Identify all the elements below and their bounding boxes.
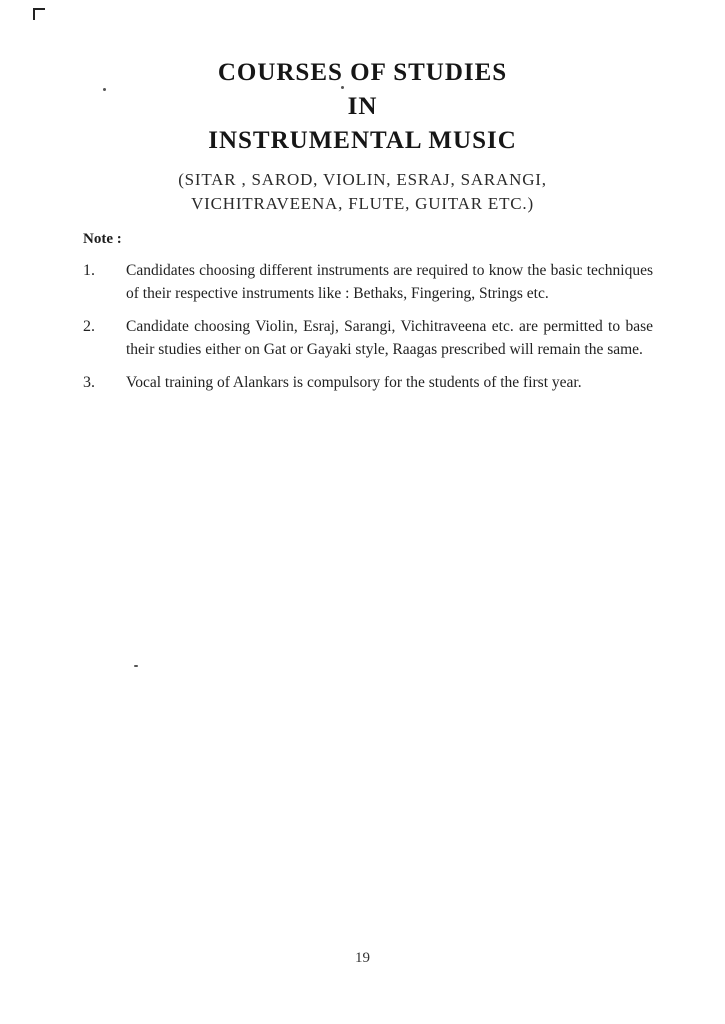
- scan-speck: [134, 665, 138, 667]
- note-text: Candidates choosing different instruments are required to know the basic techniques of their respective instruments like : Bethaks, Fingering, Strings etc.: [126, 262, 653, 302]
- scan-corner-mark: [33, 8, 45, 20]
- subtitle-line-2: VICHITRAVEENA, FLUTE, GUITAR ETC.): [191, 194, 534, 213]
- document-title: [0, 56, 725, 216]
- subtitle-line-1: (SITAR , SAROD, VIOLIN, ESRAJ, SARANGI,: [178, 170, 547, 189]
- note-item: [83, 260, 653, 305]
- title-line-1: COURSES OF STUDIES: [217, 59, 508, 86]
- note-number: 3.: [83, 374, 95, 391]
- notes-list: [83, 260, 653, 406]
- note-text: Vocal training of Alankars is compulsory for the students of the first year.: [126, 374, 582, 391]
- title-line-3: INSTRUMENTAL MUSIC: [208, 127, 517, 154]
- note-number: 2.: [83, 318, 95, 335]
- note-item: [83, 372, 653, 395]
- instrument-list: [0, 168, 725, 216]
- note-text: Candidate choosing Violin, Esraj, Sarangi, Vichitraveena etc. are permitted to base their studies either on Gat or Gayaki style, Raagas prescribed will remain the same.: [126, 318, 653, 358]
- page-number: 19: [355, 950, 370, 966]
- note-number: 1.: [83, 262, 95, 279]
- note-item: [83, 316, 653, 361]
- title-line-2: IN: [347, 93, 378, 120]
- note-heading: Note :: [83, 231, 122, 247]
